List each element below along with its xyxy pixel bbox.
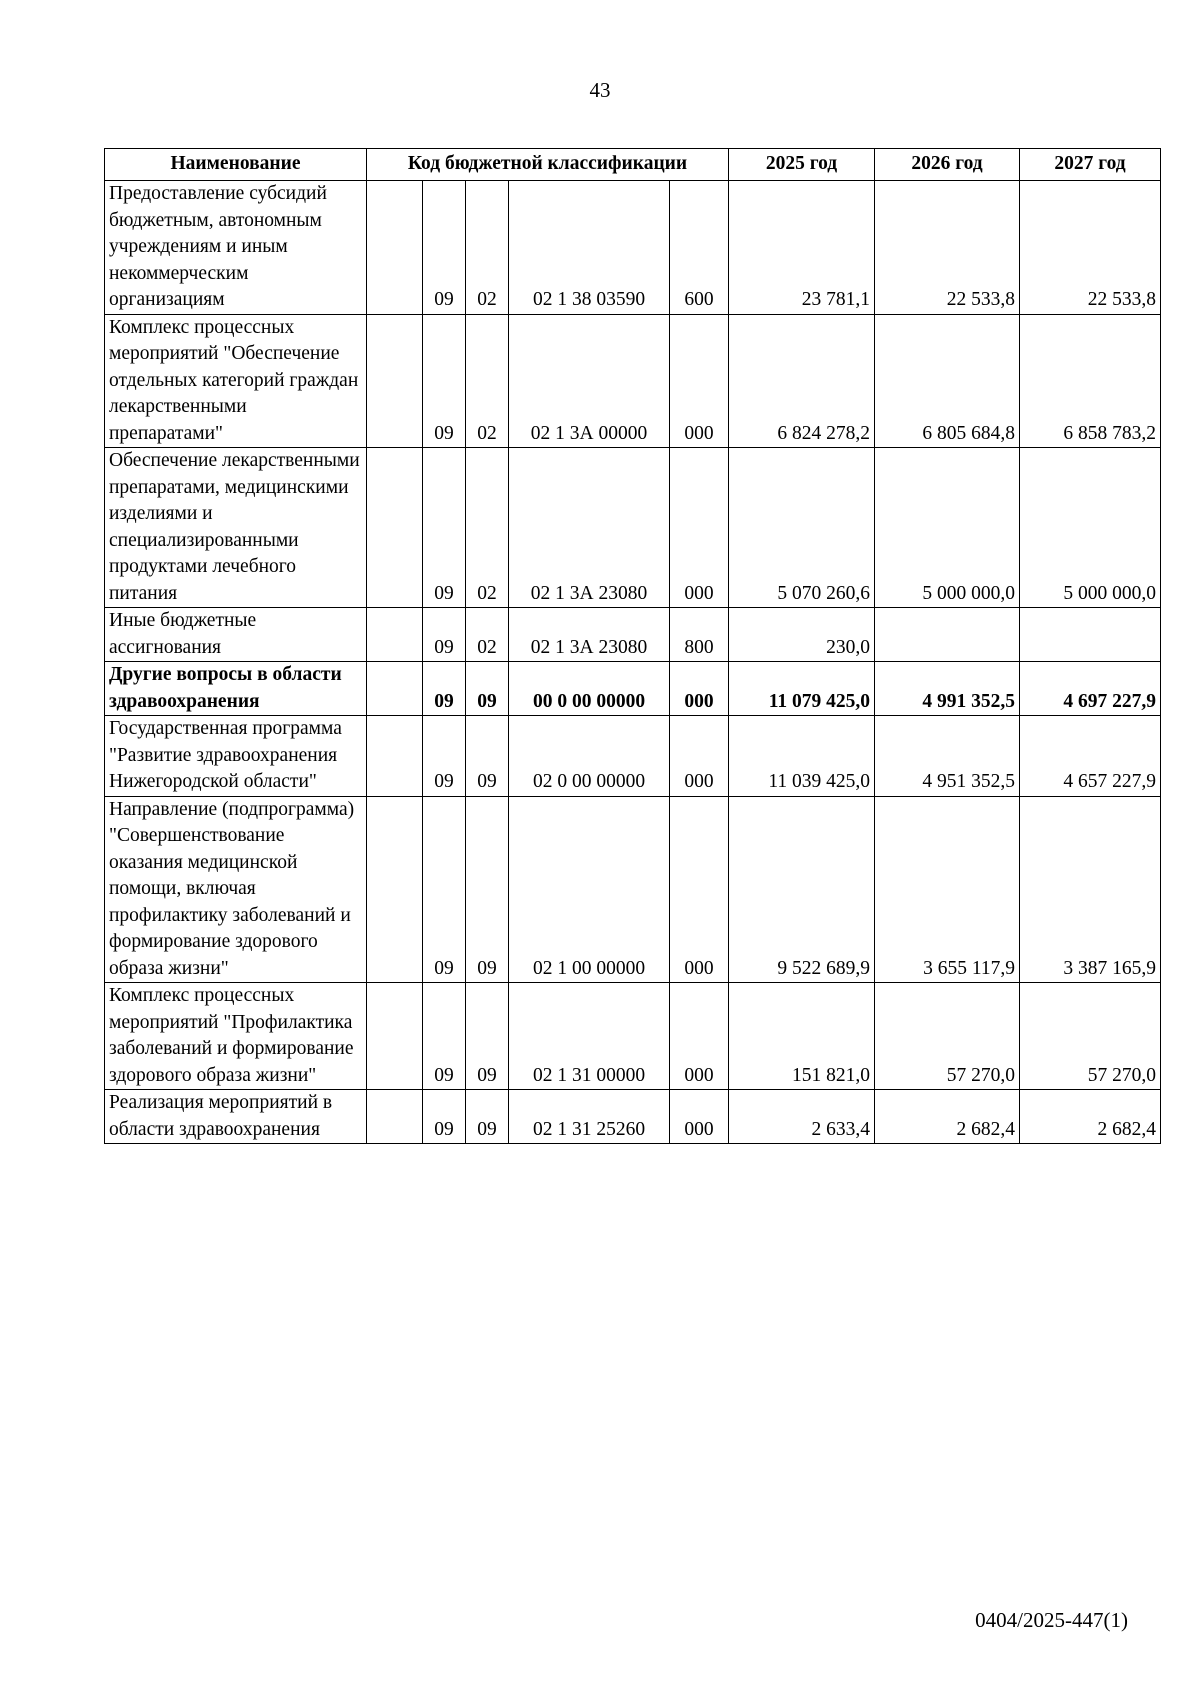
row-2027-cell: 2 682,4 [1020, 1090, 1161, 1144]
row-2026-cell: 4 951 352,5 [875, 716, 1020, 797]
header-code: Код бюджетной классификации [367, 149, 729, 181]
row-code-blank-cell [367, 716, 423, 797]
row-target-code-cell: 02 1 31 25260 [509, 1090, 670, 1144]
table-row [105, 796, 1161, 983]
row-expense-type-cell: 600 [670, 181, 729, 315]
row-code-blank-cell [367, 314, 423, 448]
table-row [105, 608, 1161, 662]
row-2025-cell: 2 633,4 [729, 1090, 875, 1144]
row-2025-cell: 11 079 425,0 [729, 662, 875, 716]
row-section-cell: 09 [423, 1090, 466, 1144]
row-2027-cell: 5 000 000,0 [1020, 448, 1161, 608]
row-subsection-cell: 09 [466, 983, 509, 1090]
row-code-blank-cell [367, 662, 423, 716]
header-2026: 2026 год [875, 149, 1020, 181]
row-section-cell: 09 [423, 608, 466, 662]
row-expense-type-cell: 000 [670, 796, 729, 983]
row-2025-cell: 11 039 425,0 [729, 716, 875, 797]
row-2025-cell: 6 824 278,2 [729, 314, 875, 448]
row-expense-type-cell: 000 [670, 983, 729, 1090]
row-target-code-cell: 02 1 31 00000 [509, 983, 670, 1090]
row-name-cell: Государственная программа "Развитие здравоохранения Нижегородской области" [105, 716, 367, 797]
header-name: Наименование [105, 149, 367, 181]
row-target-code-cell: 00 0 00 00000 [509, 662, 670, 716]
row-section-cell: 09 [423, 716, 466, 797]
row-subsection-cell: 09 [466, 796, 509, 983]
row-target-code-cell: 02 1 00 00000 [509, 796, 670, 983]
table-row [105, 716, 1161, 797]
row-2027-cell [1020, 608, 1161, 662]
row-2027-cell: 4 697 227,9 [1020, 662, 1161, 716]
page-number: 43 [589, 78, 611, 102]
row-target-code-cell: 02 1 3А 23080 [509, 448, 670, 608]
row-target-code-cell: 02 1 3А 00000 [509, 314, 670, 448]
row-section-cell: 09 [423, 181, 466, 315]
row-expense-type-cell: 000 [670, 716, 729, 797]
table-row [105, 983, 1161, 1090]
row-section-cell: 09 [423, 796, 466, 983]
row-section-cell: 09 [423, 314, 466, 448]
row-subsection-cell: 09 [466, 1090, 509, 1144]
table-row [105, 448, 1161, 608]
row-2027-cell: 6 858 783,2 [1020, 314, 1161, 448]
row-code-blank-cell [367, 1090, 423, 1144]
row-section-cell: 09 [423, 662, 466, 716]
row-expense-type-cell: 000 [670, 662, 729, 716]
row-2027-cell: 22 533,8 [1020, 181, 1161, 315]
row-expense-type-cell: 800 [670, 608, 729, 662]
row-section-cell: 09 [423, 448, 466, 608]
header-2027: 2027 год [1020, 149, 1161, 181]
row-target-code-cell: 02 1 3А 23080 [509, 608, 670, 662]
row-2025-cell: 5 070 260,6 [729, 448, 875, 608]
row-subsection-cell: 09 [466, 716, 509, 797]
row-2026-cell [875, 608, 1020, 662]
table-row [105, 662, 1161, 716]
row-name-cell: Направление (подпрограмма) "Совершенствование оказания медицинской помощи, включая профилактику заболеваний и формирование здорового образа жизни" [105, 796, 367, 983]
row-2025-cell: 230,0 [729, 608, 875, 662]
row-2026-cell: 2 682,4 [875, 1090, 1020, 1144]
row-code-blank-cell [367, 181, 423, 315]
row-2026-cell: 6 805 684,8 [875, 314, 1020, 448]
row-2026-cell: 3 655 117,9 [875, 796, 1020, 983]
row-name-cell: Комплекс процессных мероприятий "Профилактика заболеваний и формирование здорового образа жизни" [105, 983, 367, 1090]
row-2026-cell: 57 270,0 [875, 983, 1020, 1090]
row-2027-cell: 57 270,0 [1020, 983, 1161, 1090]
row-code-blank-cell [367, 983, 423, 1090]
row-2025-cell: 9 522 689,9 [729, 796, 875, 983]
row-expense-type-cell: 000 [670, 448, 729, 608]
row-name-cell: Иные бюджетные ассигнования [105, 608, 367, 662]
row-code-blank-cell [367, 608, 423, 662]
row-target-code-cell: 02 0 00 00000 [509, 716, 670, 797]
row-2025-cell: 151 821,0 [729, 983, 875, 1090]
row-name-cell: Комплекс процессных мероприятий "Обеспечение отдельных категорий граждан лекарственными препаратами" [105, 314, 367, 448]
row-2027-cell: 4 657 227,9 [1020, 716, 1161, 797]
row-subsection-cell: 09 [466, 662, 509, 716]
table-row [105, 1090, 1161, 1144]
row-expense-type-cell: 000 [670, 314, 729, 448]
document-code: 0404/2025-447(1) [975, 1608, 1128, 1632]
row-code-blank-cell [367, 448, 423, 608]
budget-table [104, 148, 1161, 1144]
row-name-cell: Обеспечение лекарственными препаратами, медицинскими изделиями и специализированными продуктами лечебного питания [105, 448, 367, 608]
row-target-code-cell: 02 1 38 03590 [509, 181, 670, 315]
table-header-row [105, 149, 1161, 181]
row-code-blank-cell [367, 796, 423, 983]
table-body [105, 181, 1161, 1144]
row-name-cell: Предоставление субсидий бюджетным, автономным учреждениям и иным некоммерческим организациям [105, 181, 367, 315]
table-row [105, 314, 1161, 448]
header-2025: 2025 год [729, 149, 875, 181]
row-subsection-cell: 02 [466, 314, 509, 448]
row-section-cell: 09 [423, 983, 466, 1090]
row-2026-cell: 22 533,8 [875, 181, 1020, 315]
row-2026-cell: 4 991 352,5 [875, 662, 1020, 716]
row-name-cell: Реализация мероприятий в области здравоохранения [105, 1090, 367, 1144]
row-subsection-cell: 02 [466, 181, 509, 315]
row-2026-cell: 5 000 000,0 [875, 448, 1020, 608]
row-expense-type-cell: 000 [670, 1090, 729, 1144]
row-subsection-cell: 02 [466, 448, 509, 608]
table-row [105, 181, 1161, 315]
row-subsection-cell: 02 [466, 608, 509, 662]
row-2027-cell: 3 387 165,9 [1020, 796, 1161, 983]
row-name-cell: Другие вопросы в области здравоохранения [105, 662, 367, 716]
row-2025-cell: 23 781,1 [729, 181, 875, 315]
